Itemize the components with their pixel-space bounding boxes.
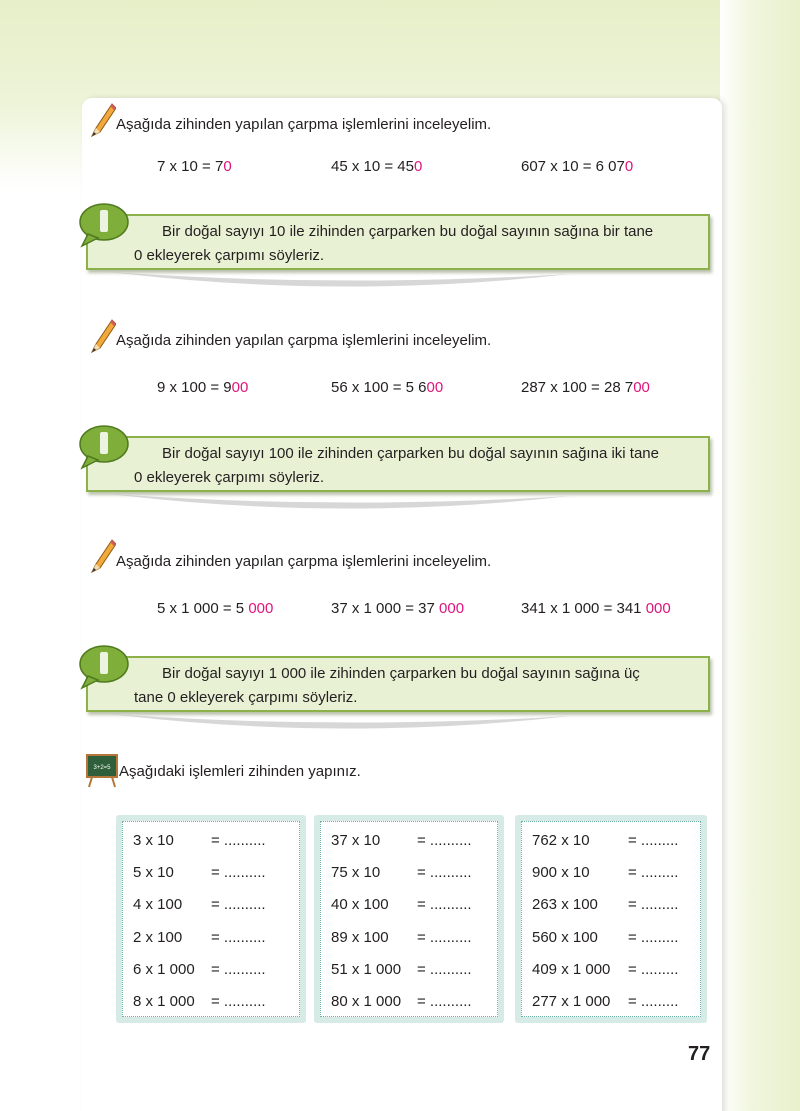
example-calc: 287 x 100 = 28 700 xyxy=(521,379,650,396)
example-calc: 607 x 10 = 6 070 xyxy=(521,158,634,175)
rule-text-line1: Bir doğal sayıyı 10 ile zihinden çarparken bu doğal sayının sağına bir tane xyxy=(162,223,654,240)
exercise-column-1: 3 x 10 = .......... 5 x 10 = .......... 4 x 100 = .......... 2 x 100 = .......... 6 x 1 000 = .......... 8 x 1 000 = .......... xyxy=(116,815,306,1023)
example-calc: 56 x 100 = 5 600 xyxy=(331,379,444,396)
section-intro: Aşağıda zihinden yapılan çarpma işlemlerini inceleyelim. xyxy=(116,116,492,133)
rule-box xyxy=(86,436,710,492)
shadow-swoosh xyxy=(110,270,570,300)
example-row xyxy=(157,600,717,622)
side-background xyxy=(720,0,800,1111)
speech-bubble-icon xyxy=(76,424,130,470)
example-calc: 9 x 100 = 900 xyxy=(157,379,249,396)
section-intro: Aşağıda zihinden yapılan çarpma işlemlerini inceleyelim. xyxy=(116,553,492,570)
pencil-icon xyxy=(86,100,116,140)
example-calc: 341 x 1 000 = 341 000 xyxy=(521,600,671,617)
rule-text-line2: 0 ekleyerek çarpımı söyleriz. xyxy=(134,247,325,264)
pencil-icon xyxy=(86,536,116,576)
chalkboard-text: 3+2=5 xyxy=(93,765,111,771)
rule-text-line1: Bir doğal sayıyı 1 000 ile zihinden çarparken bu doğal sayının sağına üç xyxy=(162,665,640,682)
rule-text-line1: Bir doğal sayıyı 100 ile zihinden çarparken bu doğal sayının sağına iki tane xyxy=(162,445,659,462)
example-calc: 7 x 10 = 70 xyxy=(157,158,232,175)
example-calc: 45 x 10 = 450 xyxy=(331,158,423,175)
rule-box xyxy=(86,656,710,712)
section-intro: Aşağıda zihinden yapılan çarpma işlemlerini inceleyelim. xyxy=(116,332,492,349)
exercise-intro: Aşağıdaki işlemleri zihinden yapınız. xyxy=(119,763,361,780)
exercise-column-3: 762 x 10 = ......... 900 x 10 = ......... 263 x 100 = ......... 560 x 100 = ......... 409 x 1 000 = ......... 277 x 1 000 = ......... xyxy=(515,815,707,1023)
shadow-swoosh xyxy=(110,492,570,522)
speech-bubble-icon xyxy=(76,644,130,690)
rule-box xyxy=(86,214,710,270)
exercise-column-2: 37 x 10 = .......... 75 x 10 = .......... 40 x 100 = .......... 89 x 100 = .......... 51 x 1 000 = .......... 80 x 1 000 = .......... xyxy=(314,815,504,1023)
speech-bubble-icon xyxy=(76,202,130,248)
rule-text-line2: tane 0 ekleyerek çarpımı söyleriz. xyxy=(134,689,358,706)
shadow-swoosh xyxy=(110,712,570,742)
example-calc: 5 x 1 000 = 5 000 xyxy=(157,600,274,617)
pencil-icon xyxy=(86,316,116,356)
example-calc: 37 x 1 000 = 37 000 xyxy=(331,600,465,617)
chalkboard-icon xyxy=(86,754,118,788)
example-row xyxy=(157,158,717,180)
rule-text-line2: 0 ekleyerek çarpımı söyleriz. xyxy=(134,469,325,486)
example-row xyxy=(157,379,717,401)
page-number: 77 xyxy=(688,1043,711,1065)
